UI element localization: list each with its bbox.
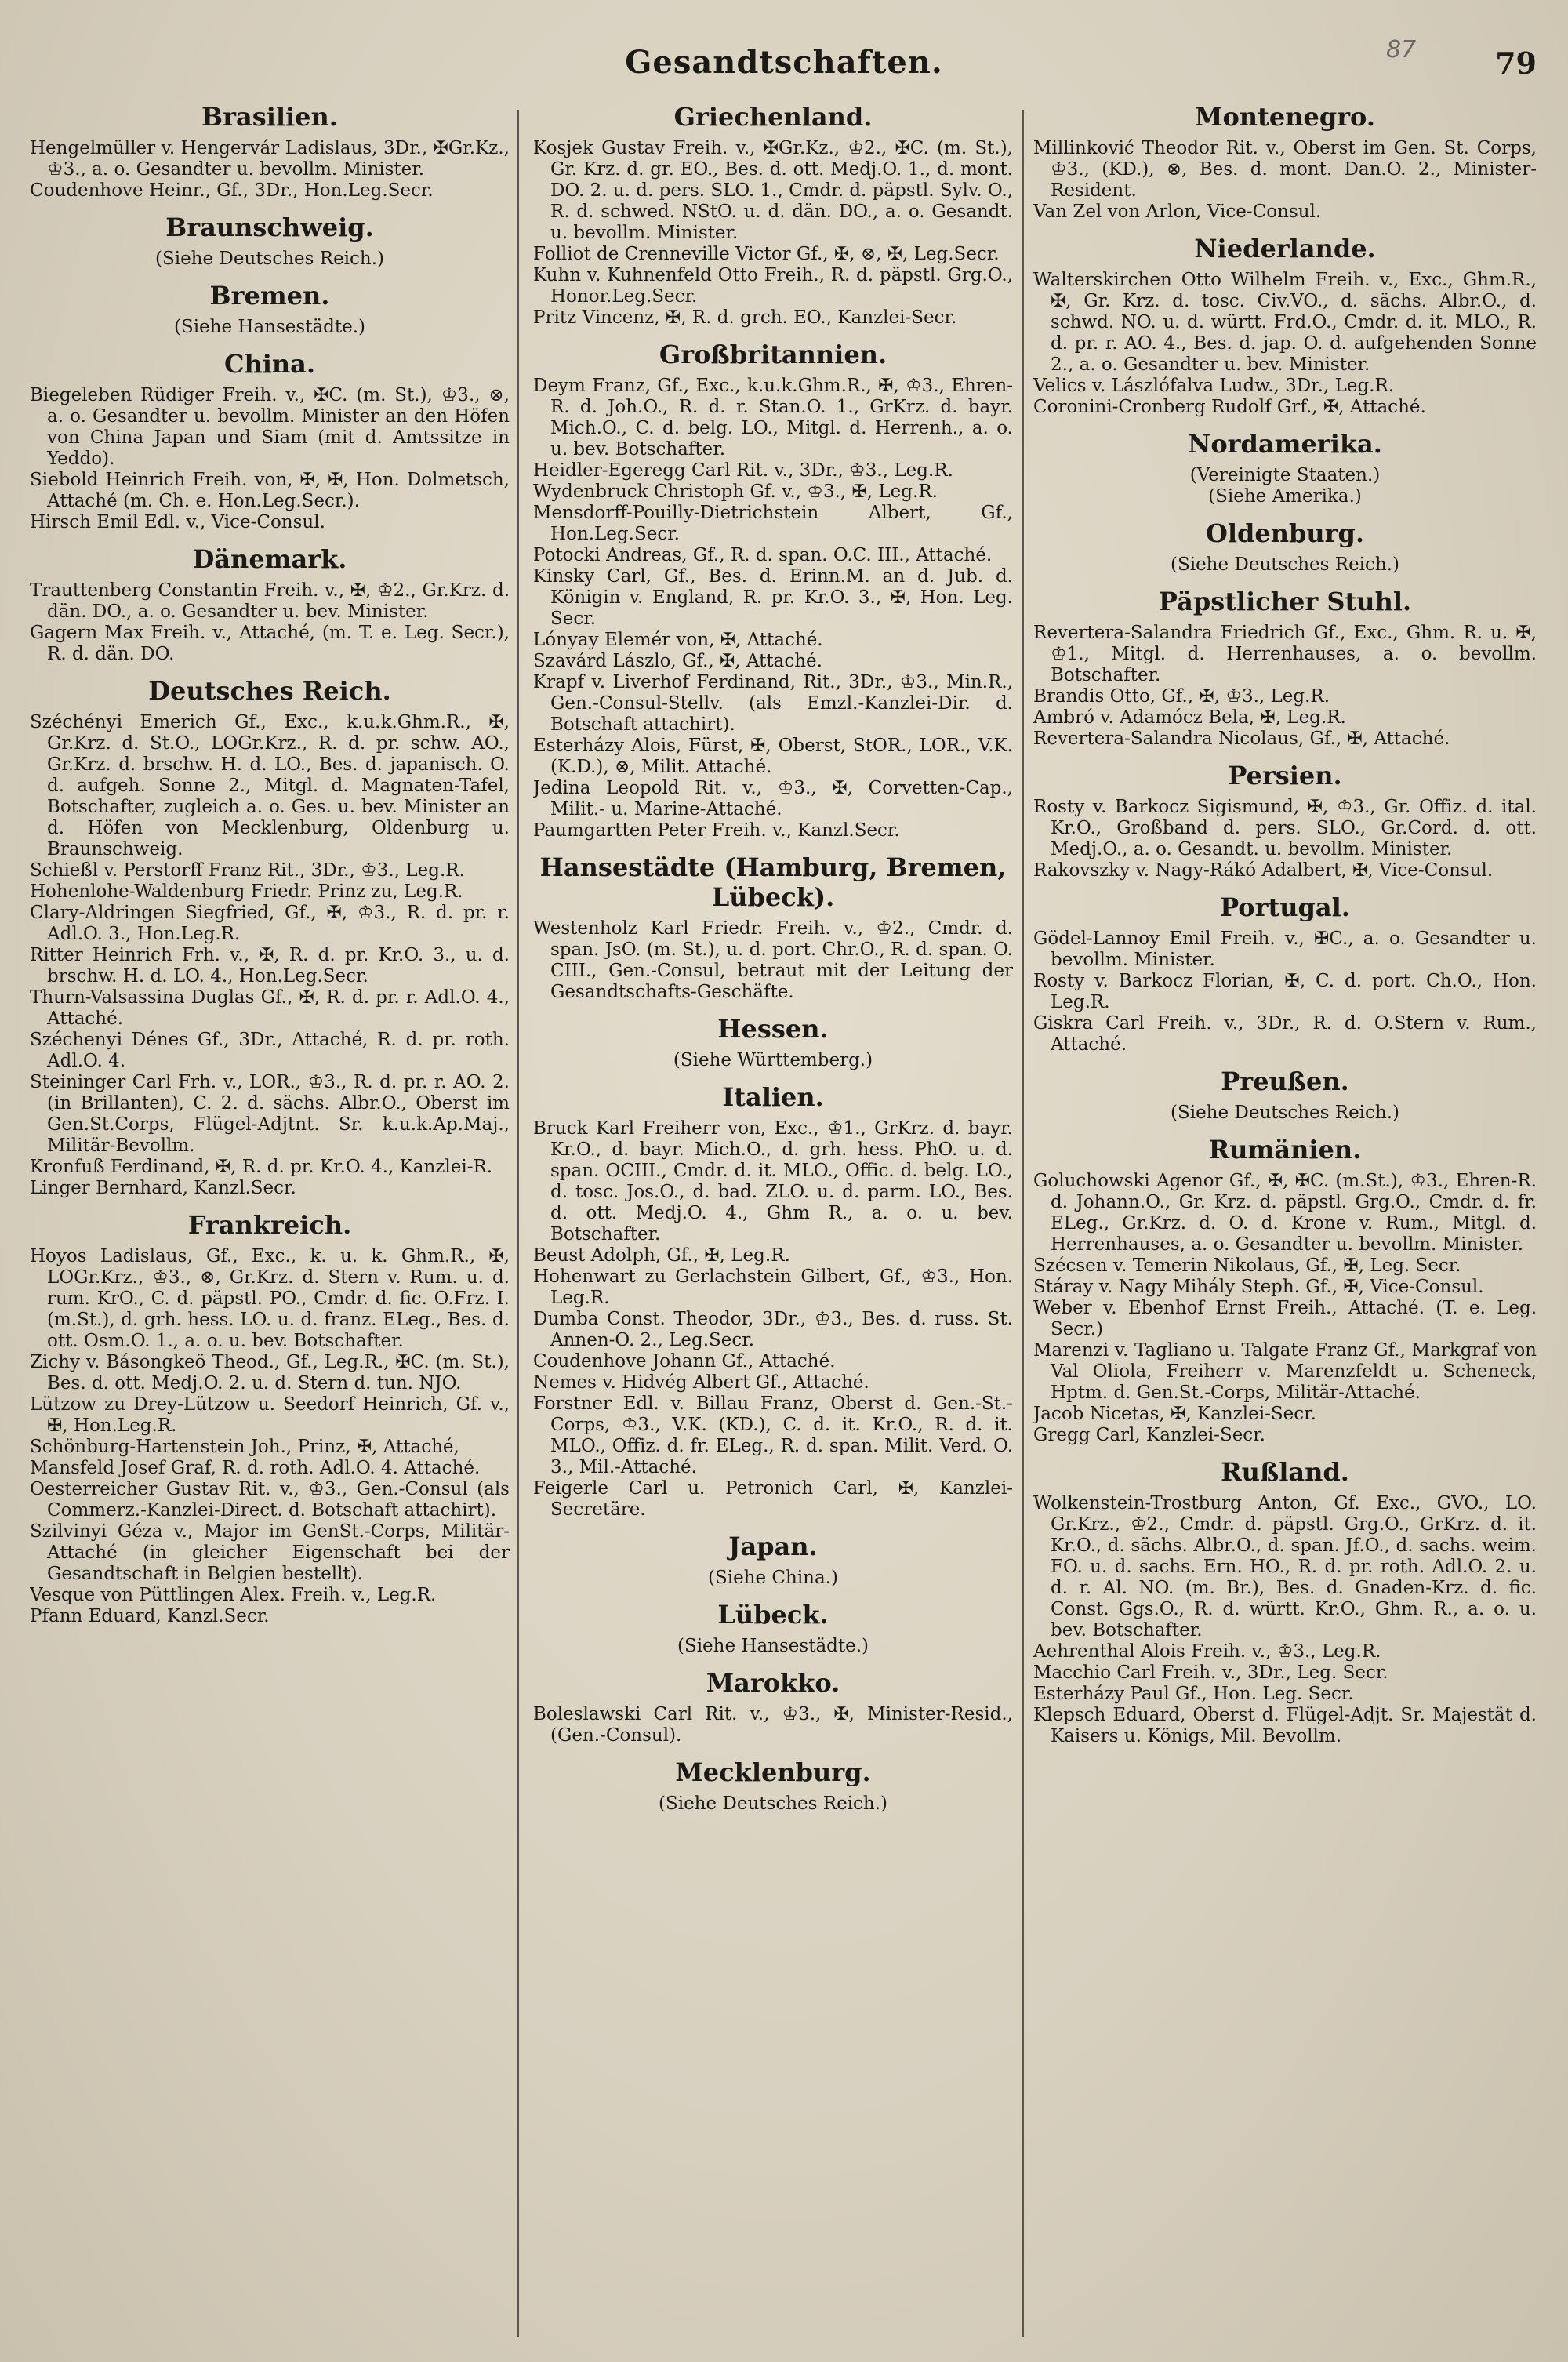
- personnel-entry: Mensdorff-Pouilly-Dietrichstein Albert, Gf., Hon.Leg.Secr.: [533, 503, 1013, 544]
- personnel-entry: Stáray v. Nagy Mihály Steph. Gf., ✠, Vice-Consul.: [1033, 1277, 1484, 1297]
- personnel-entry: Coronini-Cronberg Rudolf Grf., ✠, Attaché.: [1033, 397, 1426, 417]
- cross-reference-note: (Siehe Deutsches Reich.): [1170, 554, 1400, 575]
- personnel-entry: Dumba Const. Theodor, 3Dr., ♔3., Bes. d. russ. St. Annen-O. 2., Leg.Secr.: [533, 1309, 1013, 1350]
- cross-reference-note: (Siehe Hansestädte.): [173, 317, 366, 337]
- personnel-entry: Esterházy Alois, Fürst, ✠, Oberst, StOR., LOR., V.K. (K.D.), ⊗, Milit. Attaché.: [533, 736, 1013, 777]
- personnel-entry: Marenzi v. Tagliano u. Talgate Franz Gf., Markgraf von Val Oliola, Freiherr v. Marenzfeldt u. Scheneck, Hptm. d. Gen.St.-Corps, Militär-Attaché.: [1033, 1340, 1537, 1403]
- section-heading: Portugal.: [1220, 892, 1350, 922]
- section-heading: Großbritannien.: [659, 340, 887, 369]
- section-heading: Persien.: [1228, 761, 1342, 790]
- section-heading: Rußland.: [1221, 1457, 1349, 1487]
- page-title: Gesandtschaften.: [625, 44, 943, 81]
- section-heading: Braunschweig.: [165, 213, 374, 242]
- personnel-entry: Velics v. Lászlófalva Ludw., 3Dr., Leg.R.: [1033, 376, 1395, 396]
- section-heading: Bremen.: [209, 281, 330, 311]
- personnel-entry: Szilvinyi Géza v., Major im GenSt.-Corps, Militär-Attaché (in gleicher Eigenschaft bei der Gesandtschaft in Belgien bestellt).: [30, 1521, 510, 1584]
- section-heading: Hansestädte (Hamburg, Bremen, Lübeck).: [539, 852, 1007, 912]
- personnel-entry: Kinsky Carl, Gf., Bes. d. Erinn.M. an d. Jub. d. Königin v. England, R. pr. Kr.O. 3., ✠, Hon. Leg. Secr.: [533, 566, 1013, 629]
- cross-reference-note: (Siehe Deutsches Reich.): [1170, 1103, 1400, 1123]
- section-heading: Mecklenburg.: [675, 1757, 871, 1787]
- pencil-annotation: 87: [1386, 36, 1417, 64]
- personnel-entry: Jedina Leopold Rit. v., ♔3., ✠, Corvetten-Cap., Milit.- u. Marine-Attaché.: [533, 778, 1013, 819]
- personnel-entry: Nemes v. Hidvég Albert Gf., Attaché.: [533, 1372, 869, 1393]
- section-heading: Brasilien.: [201, 102, 338, 132]
- personnel-entry: Gagern Max Freih. v., Attaché, (m. T. e. Leg. Secr.), R. d. dän. DO.: [30, 623, 510, 664]
- personnel-entry: Forstner Edl. v. Billau Franz, Oberst d. Gen.-St.-Corps, ♔3., V.K. (KD.), C. d. it. Kr.O., R. d. it. MLO., Offiz. d. fr. ELeg., R. d. span. Milit. Verd. O. 3., Mil.-Attaché.: [533, 1394, 1013, 1477]
- cross-reference-note: (Siehe Württemberg.): [673, 1050, 873, 1070]
- personnel-entry: Szécsen v. Temerin Nikolaus, Gf., ✠, Leg. Secr.: [1033, 1255, 1461, 1276]
- personnel-entry: Hengelmüller v. Hengervár Ladislaus, 3Dr., ✠Gr.Kz., ♔3., a. o. Gesandter u. bevollm. Minister.: [30, 138, 510, 180]
- cross-reference-note: (Vereinigte Staaten.) (Siehe Amerika.): [1189, 465, 1381, 507]
- personnel-entry: Hoyos Ladislaus, Gf., Exc., k. u. k. Ghm.R., ✠, LOGr.Krz., ♔3., ⊗, Gr.Krz. d. Stern v. Rum. u. d. rum. KrO., C. d. päpstl. PO., Cmdr. d. fic. O.Frz. I. (m.St.), d. grh. hess. LO. u. d. franz. ELeg., Bes. d. ott. Osm.O. 1., a. o. u. bev. Botschafter.: [30, 1246, 510, 1351]
- personnel-entry: Wolkenstein-Trostburg Anton, Gf. Exc., GVO., LO. Gr.Krz., ♔2., Cmdr. d. päpstl. Grg.O., GrKrz. d. it. Kr.O., d. sächs. Albr.O., d. span. Jf.O., d. sachs. weim. FO. u. d. sachs. Ern. HO., R. d. pr. roth. Adl.O. 2. u. d. r. Al. NO. (m. Br.), Bes. d. Gnaden-Krz. d. fic. Const. Ggs.O., R. d. württ. Kr.O., Ghm. R., a. o. u. bev. Botschafter.: [1033, 1493, 1537, 1641]
- personnel-entry: Folliot de Crenneville Victor Gf., ✠, ⊗, ✠, Leg.Secr.: [533, 244, 1000, 264]
- personnel-entry: Pfann Eduard, Kanzl.Secr.: [30, 1606, 270, 1626]
- cross-reference-note: (Siehe Deutsches Reich.): [154, 249, 385, 269]
- personnel-entry: Schönburg-Hartenstein Joh., Prinz, ✠, Attaché,: [30, 1437, 459, 1457]
- personnel-entry: Aehrenthal Alois Freih. v., ♔3., Leg.R.: [1033, 1641, 1381, 1662]
- personnel-entry: Paumgartten Peter Freih. v., Kanzl.Secr.: [533, 820, 900, 841]
- personnel-entry: Pritz Vincenz, ✠, R. d. grch. EO., Kanzlei-Secr.: [533, 307, 957, 328]
- section-heading: Oldenburg.: [1205, 518, 1365, 548]
- column-left: [30, 96, 510, 2346]
- personnel-entry: Klepsch Eduard, Oberst d. Flügel-Adjt. Sr. Majestät d. Kaisers u. Königs, Mil. Bevollm.: [1033, 1705, 1537, 1746]
- personnel-entry: Clary-Aldringen Siegfried, Gf., ✠, ♔3., R. d. pr. r. Adl.O. 3., Hon.Leg.R.: [30, 903, 510, 944]
- personnel-entry: Lützow zu Drey-Lützow u. Seedorf Heinrich, Gf. v., ✠, Hon.Leg.R.: [30, 1394, 510, 1436]
- section-heading: Griechenland.: [673, 102, 873, 132]
- personnel-entry: Hirsch Emil Edl. v., Vice-Consul.: [30, 512, 325, 532]
- page-number: 79: [1495, 45, 1537, 81]
- personnel-entry: Giskra Carl Freih. v., 3Dr., R. d. O.Stern v. Rum., Attaché.: [1033, 1013, 1537, 1055]
- personnel-entry: Van Zel von Arlon, Vice-Consul.: [1033, 202, 1322, 222]
- personnel-entry: Boleslawski Carl Rit. v., ♔3., ✠, Minister-Resid., (Gen.-Consul).: [533, 1704, 1013, 1746]
- section-heading: Preußen.: [1221, 1067, 1349, 1096]
- section-heading: Marokko.: [706, 1668, 840, 1698]
- personnel-entry: Westenholz Karl Friedr. Freih. v., ♔2., Cmdr. d. span. JsO. (m. St.), u. d. port. Chr.O., R. d. span. O. CIII., Gen.-Consul, betraut mit der Leitung der Gesandtschafts-Geschäfte.: [533, 918, 1013, 1002]
- personnel-entry: Mansfeld Josef Graf, R. d. roth. Adl.O. 4. Attaché.: [30, 1458, 481, 1478]
- personnel-entry: Deym Franz, Gf., Exc., k.u.k.Ghm.R., ✠, ♔3., Ehren-R. d. Joh.O., R. d. r. Stan.O. 1., GrKrz. d. bayr. Mich.O., C. d. belg. LO., Mitgl. d. Herrenh., a. o. u. bev. Botschafter.: [533, 376, 1013, 460]
- personnel-entry: Coudenhove Heinr., Gf., 3Dr., Hon.Leg.Secr.: [30, 180, 434, 201]
- personnel-entry: Kosjek Gustav Freih. v., ✠Gr.Kz., ♔2., ✠C. (m. St.), Gr. Krz. d. gr. EO., Bes. d. ott. Medj.O. 1., d. mont. DO. 2. u. d. pers. SLO. 1., Cmdr. d. päpstl. Sylv. O., R. d. schwed. NStO. u. d. dän. DO., a. o. Gesandt. u. bevollm. Minister.: [533, 138, 1013, 243]
- personnel-entry: Bruck Karl Freiherr von, Exc., ♔1., GrKrz. d. bayr. Kr.O., d. bayr. Mich.O., d. grh. hess. PhO. u. d. span. OCIII., Cmdr. d. it. MLO., Offic. d. belg. LO., d. tosc. Jos.O., d. bad. ZLO. u. d. parm. LO., Bes. d. ott. Medj.O. 4., Ghm R., a. o. u. bev. Botschafter.: [533, 1118, 1013, 1245]
- personnel-entry: Revertera-Salandra Friedrich Gf., Exc., Ghm. R. u. ✠, ♔1., Mitgl. d. Herrenhauses, a. o. bevollm. Botschafter.: [1033, 623, 1537, 685]
- personnel-entry: Walterskirchen Otto Wilhelm Freih. v., Exc., Ghm.R., ✠, Gr. Krz. d. tosc. Civ.VO., d. sächs. Albr.O., d. schwd. NO. u. d. württ. Frd.O., Cmdr. d. it. MLO., R. d. pr. r. AO. 4., Bes. d. jap. O. d. aufgehenden Sonne 2., a. o. Gesandter u. bev. Minister.: [1033, 270, 1537, 375]
- section-heading: Nordamerika.: [1188, 429, 1382, 459]
- personnel-entry: Wydenbruck Christoph Gf. v., ♔3., ✠, Leg.R.: [533, 481, 938, 502]
- personnel-entry: Széchenyi Dénes Gf., 3Dr., Attaché, R. d. pr. roth. Adl.O. 4.: [30, 1030, 510, 1071]
- section-heading: China.: [223, 349, 316, 379]
- section-heading: Dänemark.: [192, 544, 347, 574]
- section-heading: Italien.: [722, 1082, 824, 1112]
- section-heading: Niederlande.: [1194, 234, 1376, 263]
- personnel-entry: Gödel-Lannoy Emil Freih. v., ✠C., a. o. Gesandter u. bevollm. Minister.: [1033, 928, 1537, 970]
- personnel-entry: Thurn-Valsassina Duglas Gf., ✠, R. d. pr. r. Adl.O. 4., Attaché.: [30, 987, 510, 1029]
- section-heading: Frankreich.: [187, 1210, 352, 1240]
- personnel-entry: Jacob Nicetas, ✠, Kanzlei-Secr.: [1033, 1404, 1316, 1424]
- personnel-entry: Goluchowski Agenor Gf., ✠, ✠C. (m.St.), ♔3., Ehren-R. d. Johann.O., Gr. Krz. d. päpstl. Grg.O., Cmdr. d. fr. ELeg., Gr.Krz. d. O. d. Krone v. Rum., Mitgl. d. Herrenhauses, a. o. Gesandter u. bevollm. Minister.: [1033, 1171, 1537, 1255]
- column-divider: [517, 110, 519, 2337]
- cross-reference-note: (Siehe China.): [707, 1568, 838, 1588]
- personnel-entry: Heidler-Egeregg Carl Rit. v., 3Dr., ♔3., Leg.R.: [533, 460, 953, 481]
- personnel-entry: Krapf v. Liverhof Ferdinand, Rit., 3Dr., ♔3., Min.R., Gen.-Consul-Stellv. (als Emzl.-Kanzlei-Dir. d. Botschaft attachirt).: [533, 672, 1013, 735]
- column-right: [1033, 96, 1537, 2346]
- personnel-entry: Hohenlohe-Waldenburg Friedr. Prinz zu, Leg.R.: [30, 881, 463, 902]
- personnel-entry: Szavárd Lászlo, Gf., ✠, Attaché.: [533, 651, 822, 671]
- section-heading: Lübeck.: [717, 1600, 829, 1630]
- section-heading: Montenegro.: [1195, 102, 1375, 132]
- personnel-entry: Linger Bernhard, Kanzl.Secr.: [30, 1178, 296, 1198]
- personnel-entry: Gregg Carl, Kanzlei-Secr.: [1033, 1425, 1265, 1445]
- personnel-entry: Esterházy Paul Gf., Hon. Leg. Secr.: [1033, 1684, 1354, 1704]
- personnel-entry: Lónyay Elemér von, ✠, Attaché.: [533, 630, 823, 650]
- personnel-entry: Feigerle Carl u. Petronich Carl, ✠, Kanzlei-Secretäre.: [533, 1478, 1013, 1520]
- personnel-entry: Brandis Otto, Gf., ✠, ♔3., Leg.R.: [1033, 686, 1330, 707]
- personnel-entry: Rosty v. Barkocz Florian, ✠, C. d. port. Ch.O., Hon. Leg.R.: [1033, 971, 1537, 1012]
- section-heading: Deutsches Reich.: [148, 676, 391, 706]
- page-header: [0, 36, 1568, 86]
- personnel-entry: Revertera-Salandra Nicolaus, Gf., ✠, Attaché.: [1033, 729, 1450, 749]
- personnel-entry: Rosty v. Barkocz Sigismund, ✠, ♔3., Gr. Offiz. d. ital. Kr.O., Großband d. pers. SLO., Gr.Cord. d. ott. Medj.O., a. o. Gesandt. u. bevollm. Minister.: [1033, 797, 1537, 859]
- personnel-entry: Millinković Theodor Rit. v., Oberst im Gen. St. Corps, ♔3., (KD.), ⊗, Bes. d. mont. Dan.O. 2., Minister-Resident.: [1033, 138, 1537, 201]
- personnel-entry: Oesterreicher Gustav Rit. v., ♔3., Gen.-Consul (als Commerz.-Kanzlei-Direct. d. Botschaft attachirt).: [30, 1479, 510, 1521]
- personnel-entry: Széchényi Emerich Gf., Exc., k.u.k.Ghm.R., ✠, Gr.Krz. d. St.O., LOGr.Krz., R. d. pr. schw. AO., Gr.Krz. d. brschw. H. d. LO., Bes. d. japanisch. O. d. aufgeh. Sonne 2., Mitgl. d. Magnaten-Tafel, Botschafter, zugleich a. o. Ges. u. bev. Minister an d. Höfen von Mecklenburg, Oldenburg u. Braunschweig.: [30, 712, 510, 859]
- personnel-entry: Trauttenberg Constantin Freih. v., ✠, ♔2., Gr.Krz. d. dän. DO., a. o. Gesandter u. bev. Minister.: [30, 580, 510, 622]
- personnel-entry: Ritter Heinrich Frh. v., ✠, R. d. pr. Kr.O. 3., u. d. brschw. H. d. LO. 4., Hon.Leg.Secr.: [30, 945, 510, 987]
- section-heading: Päpstlicher Stuhl.: [1158, 587, 1412, 616]
- personnel-entry: Kronfuß Ferdinand, ✠, R. d. pr. Kr.O. 4., Kanzlei-R.: [30, 1157, 493, 1177]
- section-heading: Hessen.: [717, 1014, 829, 1044]
- personnel-entry: Coudenhove Johann Gf., Attaché.: [533, 1351, 836, 1372]
- personnel-entry: Biegeleben Rüdiger Freih. v., ✠C. (m. St.), ♔3., ⊗, a. o. Gesandter u. bevollm. Minister an den Höfen von China Japan und Siam (mit d. Amtssitze in Yeddo).: [30, 385, 510, 469]
- section-heading: Japan.: [728, 1532, 818, 1561]
- personnel-entry: Ambró v. Adamócz Bela, ✠, Leg.R.: [1033, 707, 1346, 728]
- personnel-entry: Vesque von Püttlingen Alex. Freih. v., Leg.R.: [30, 1585, 437, 1605]
- personnel-entry: Steininger Carl Frh. v., LOR., ♔3., R. d. pr. r. AO. 2. (in Brillanten), C. 2. d. sächs. Albr.O., Oberst im Gen.St.Corps, Flügel-Adjtnt. Sr. k.u.k.Ap.Maj., Militär-Bevollm.: [30, 1072, 510, 1156]
- personnel-entry: Weber v. Ebenhof Ernst Freih., Attaché. (T. e. Leg. Secr.): [1033, 1298, 1537, 1339]
- personnel-entry: Zichy v. Básongkeö Theod., Gf., Leg.R., ✠C. (m. St.), Bes. d. ott. Medj.O. 2. u. d. Stern d. tun. NJO.: [30, 1352, 510, 1394]
- personnel-entry: Schießl v. Perstorff Franz Rit., 3Dr., ♔3., Leg.R.: [30, 860, 465, 881]
- personnel-entry: Macchio Carl Freih. v., 3Dr., Leg. Secr.: [1033, 1662, 1388, 1683]
- cross-reference-note: (Siehe Hansestädte.): [677, 1636, 869, 1656]
- column-middle: [533, 96, 1013, 2346]
- section-heading: Rumänien.: [1208, 1135, 1362, 1165]
- personnel-entry: Potocki Andreas, Gf., R. d. span. O.C. III., Attaché.: [533, 545, 993, 565]
- personnel-entry: Kuhn v. Kuhnenfeld Otto Freih., R. d. päpstl. Grg.O., Honor.Leg.Secr.: [533, 265, 1013, 307]
- personnel-entry: Siebold Heinrich Freih. von, ✠, ✠, Hon. Dolmetsch, Attaché (m. Ch. e. Hon.Leg.Secr.).: [30, 470, 510, 511]
- column-divider: [1022, 110, 1024, 2337]
- personnel-entry: Hohenwart zu Gerlachstein Gilbert, Gf., ♔3., Hon. Leg.R.: [533, 1266, 1013, 1308]
- personnel-entry: Beust Adolph, Gf., ✠, Leg.R.: [533, 1245, 790, 1266]
- cross-reference-note: (Siehe Deutsches Reich.): [658, 1793, 888, 1814]
- personnel-entry: Rakovszky v. Nagy-Rákó Adalbert, ✠, Vice-Consul.: [1033, 860, 1494, 881]
